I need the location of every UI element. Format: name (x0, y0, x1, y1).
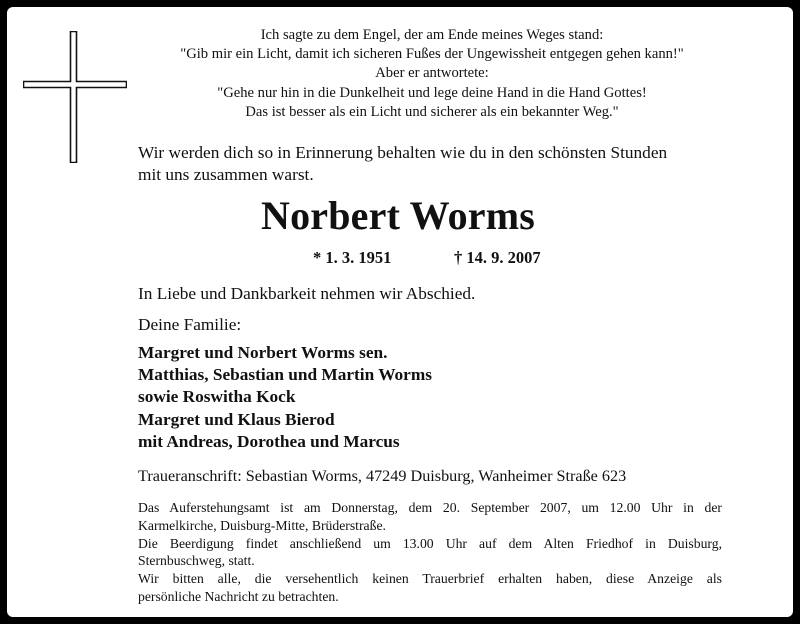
notes-line: Karmelkirche, Duisburg-Mitte, Brüderstraße. (138, 517, 386, 533)
poem-line: "Gib mir ein Licht, damit ich sicheren Fußes der Ungewissheit entgegen gehen kann!" (180, 46, 684, 63)
poem-line: Aber er antwortete: (375, 65, 489, 82)
latin-cross-icon (23, 31, 127, 163)
intro-line: mit uns zusammen warst. (138, 165, 314, 184)
notes-line: persönliche Nachricht zu betrachten. (138, 588, 339, 604)
birth-date: * 1. 3. 1951 (313, 248, 392, 267)
death-date: † 14. 9. 2007 (454, 248, 541, 267)
family-member: Matthias, Sebastian und Martin Worms (138, 365, 432, 385)
family-member: sowie Roswitha Kock (138, 387, 296, 407)
mourning-address: Traueranschrift: Sebastian Worms, 47249 Duisburg, Wanheimer Straße 623 (138, 467, 627, 485)
family-label: Deine Familie: (138, 315, 242, 334)
deceased-name: Norbert Worms (260, 193, 536, 238)
family-member: Margret und Norbert Worms sen. (138, 343, 388, 362)
intro-text (138, 142, 667, 186)
notes-line: Das Auferstehungsamt ist am Donnerstag, dem 20. September 2007, um 12.00 Uhr in der (138, 500, 722, 515)
service-notes (138, 499, 722, 606)
notes-line: Die Beerdigung findet anschließend um 13.00 Uhr auf dem Alten Friedhof in Duisburg, (138, 535, 722, 551)
farewell-text: In Liebe und Dankbarkeit nehmen wir Abschied. (138, 284, 476, 303)
intro-line: Wir werden dich so in Erinnerung behalten wie du in den schönsten Stunden (138, 143, 668, 162)
poem (137, 26, 727, 122)
obituary-card (7, 7, 793, 617)
poem-line: "Gehe nur hin in die Dunkelheit und lege deine Hand in die Hand Gottes! (217, 84, 647, 101)
notes-line: Wir bitten alle, die versehentlich keinen Trauerbrief erhalten haben, diese Anzeige als (138, 571, 722, 587)
family-list (138, 342, 432, 453)
notes-line: Sternbuschweg, statt. (138, 553, 255, 569)
poem-line: Das ist besser als ein Licht und sicherer als ein bekannter Weg." (245, 103, 619, 120)
poem-line: Ich sagte zu dem Engel, der am Ende meines Weges stand: (260, 27, 604, 43)
family-member: mit Andreas, Dorothea und Marcus (138, 431, 400, 451)
family-member: Margret und Klaus Bierod (138, 409, 335, 429)
